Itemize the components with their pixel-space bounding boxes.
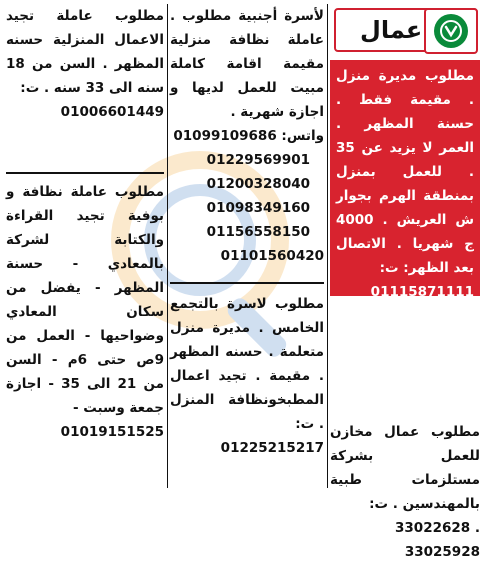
highlighted-ad-text: مطلوب مديرة منزل . مقيمة فقط . حسنة المظهر . العمر لا يزيد عن 35 . للعمل بمنزل بمنطقة الهرم بجوار ش العريش . 4000 ج شهريا . الاتصال بعد الظهر: ت: bbox=[336, 68, 474, 276]
home-worker-ad-text: مطلوب عاملة تجيد الاعمال المنزلية حسنه المظهر . السن من 18 سنه الى 33 سنه . ت: bbox=[6, 8, 164, 96]
maadi-ad-text: مطلوب عاملة نظافة و بوفية تجيد القراءة والكتابة لشركة بالمعادي - حسنة المظهر - يفضل من سكان المعادي وضواحيها - العمل من 9ص حتى 6م - السن من 21 الى 35 - اجازة جمعة وسبت - bbox=[6, 184, 164, 416]
highlighted-ad bbox=[330, 60, 480, 300]
ad-divider bbox=[6, 172, 164, 174]
header-logo-tab bbox=[424, 8, 478, 54]
arrow-circle-icon bbox=[434, 14, 468, 48]
phone-number: 01156558150 bbox=[206, 224, 310, 240]
column-separator bbox=[327, 4, 328, 488]
tagamoa-ad bbox=[170, 292, 324, 460]
home-worker-ad-phone: 01006601449 bbox=[60, 104, 164, 120]
maadi-ad bbox=[6, 180, 164, 444]
phone-number: 01200328040 bbox=[206, 176, 310, 192]
home-worker-ad bbox=[6, 4, 164, 124]
section-header bbox=[334, 8, 478, 52]
whatsapp-label: واتس: bbox=[281, 128, 324, 144]
phone-number: 01098349160 bbox=[206, 200, 310, 216]
phone-number: 01101560420 bbox=[220, 248, 324, 264]
phone-number: 01099109686 bbox=[173, 128, 277, 144]
tagamoa-ad-text: مطلوب لاسرة بالتجمع الخامس . مديرة منزل متعلمة . حسنه المظهر . مقيمة . تجيد اعمال المطبخونظافة المنزل . ت: bbox=[170, 296, 324, 432]
phone-number: 01229569901 bbox=[206, 152, 310, 168]
warehouse-ad bbox=[330, 420, 480, 564]
warehouse-ad-text: مطلوب عمال مخازن للعمل بشركة مستلزمات طبية بالمهندسين . ت: bbox=[330, 424, 480, 512]
tagamoa-ad-phone: 01225215217 bbox=[220, 440, 324, 456]
foreign-family-ad-phone bbox=[170, 124, 324, 148]
highlighted-ad-phone: 01115871111 bbox=[370, 284, 474, 300]
section-title: عمال bbox=[360, 16, 423, 44]
maadi-ad-phone: 01019151525 bbox=[60, 424, 164, 440]
foreign-family-ad bbox=[170, 4, 324, 268]
foreign-family-ad-text: لأسرة أجنبية مطلوب . عاملة نظافة منزلية مقيمة اقامة كاملة مبيت للعمل لديها و اجازة شهرية . bbox=[170, 8, 324, 120]
column-separator bbox=[167, 4, 168, 488]
warehouse-ad-phones: 33022628 . 33025928 bbox=[395, 520, 480, 560]
ad-divider bbox=[170, 282, 324, 284]
